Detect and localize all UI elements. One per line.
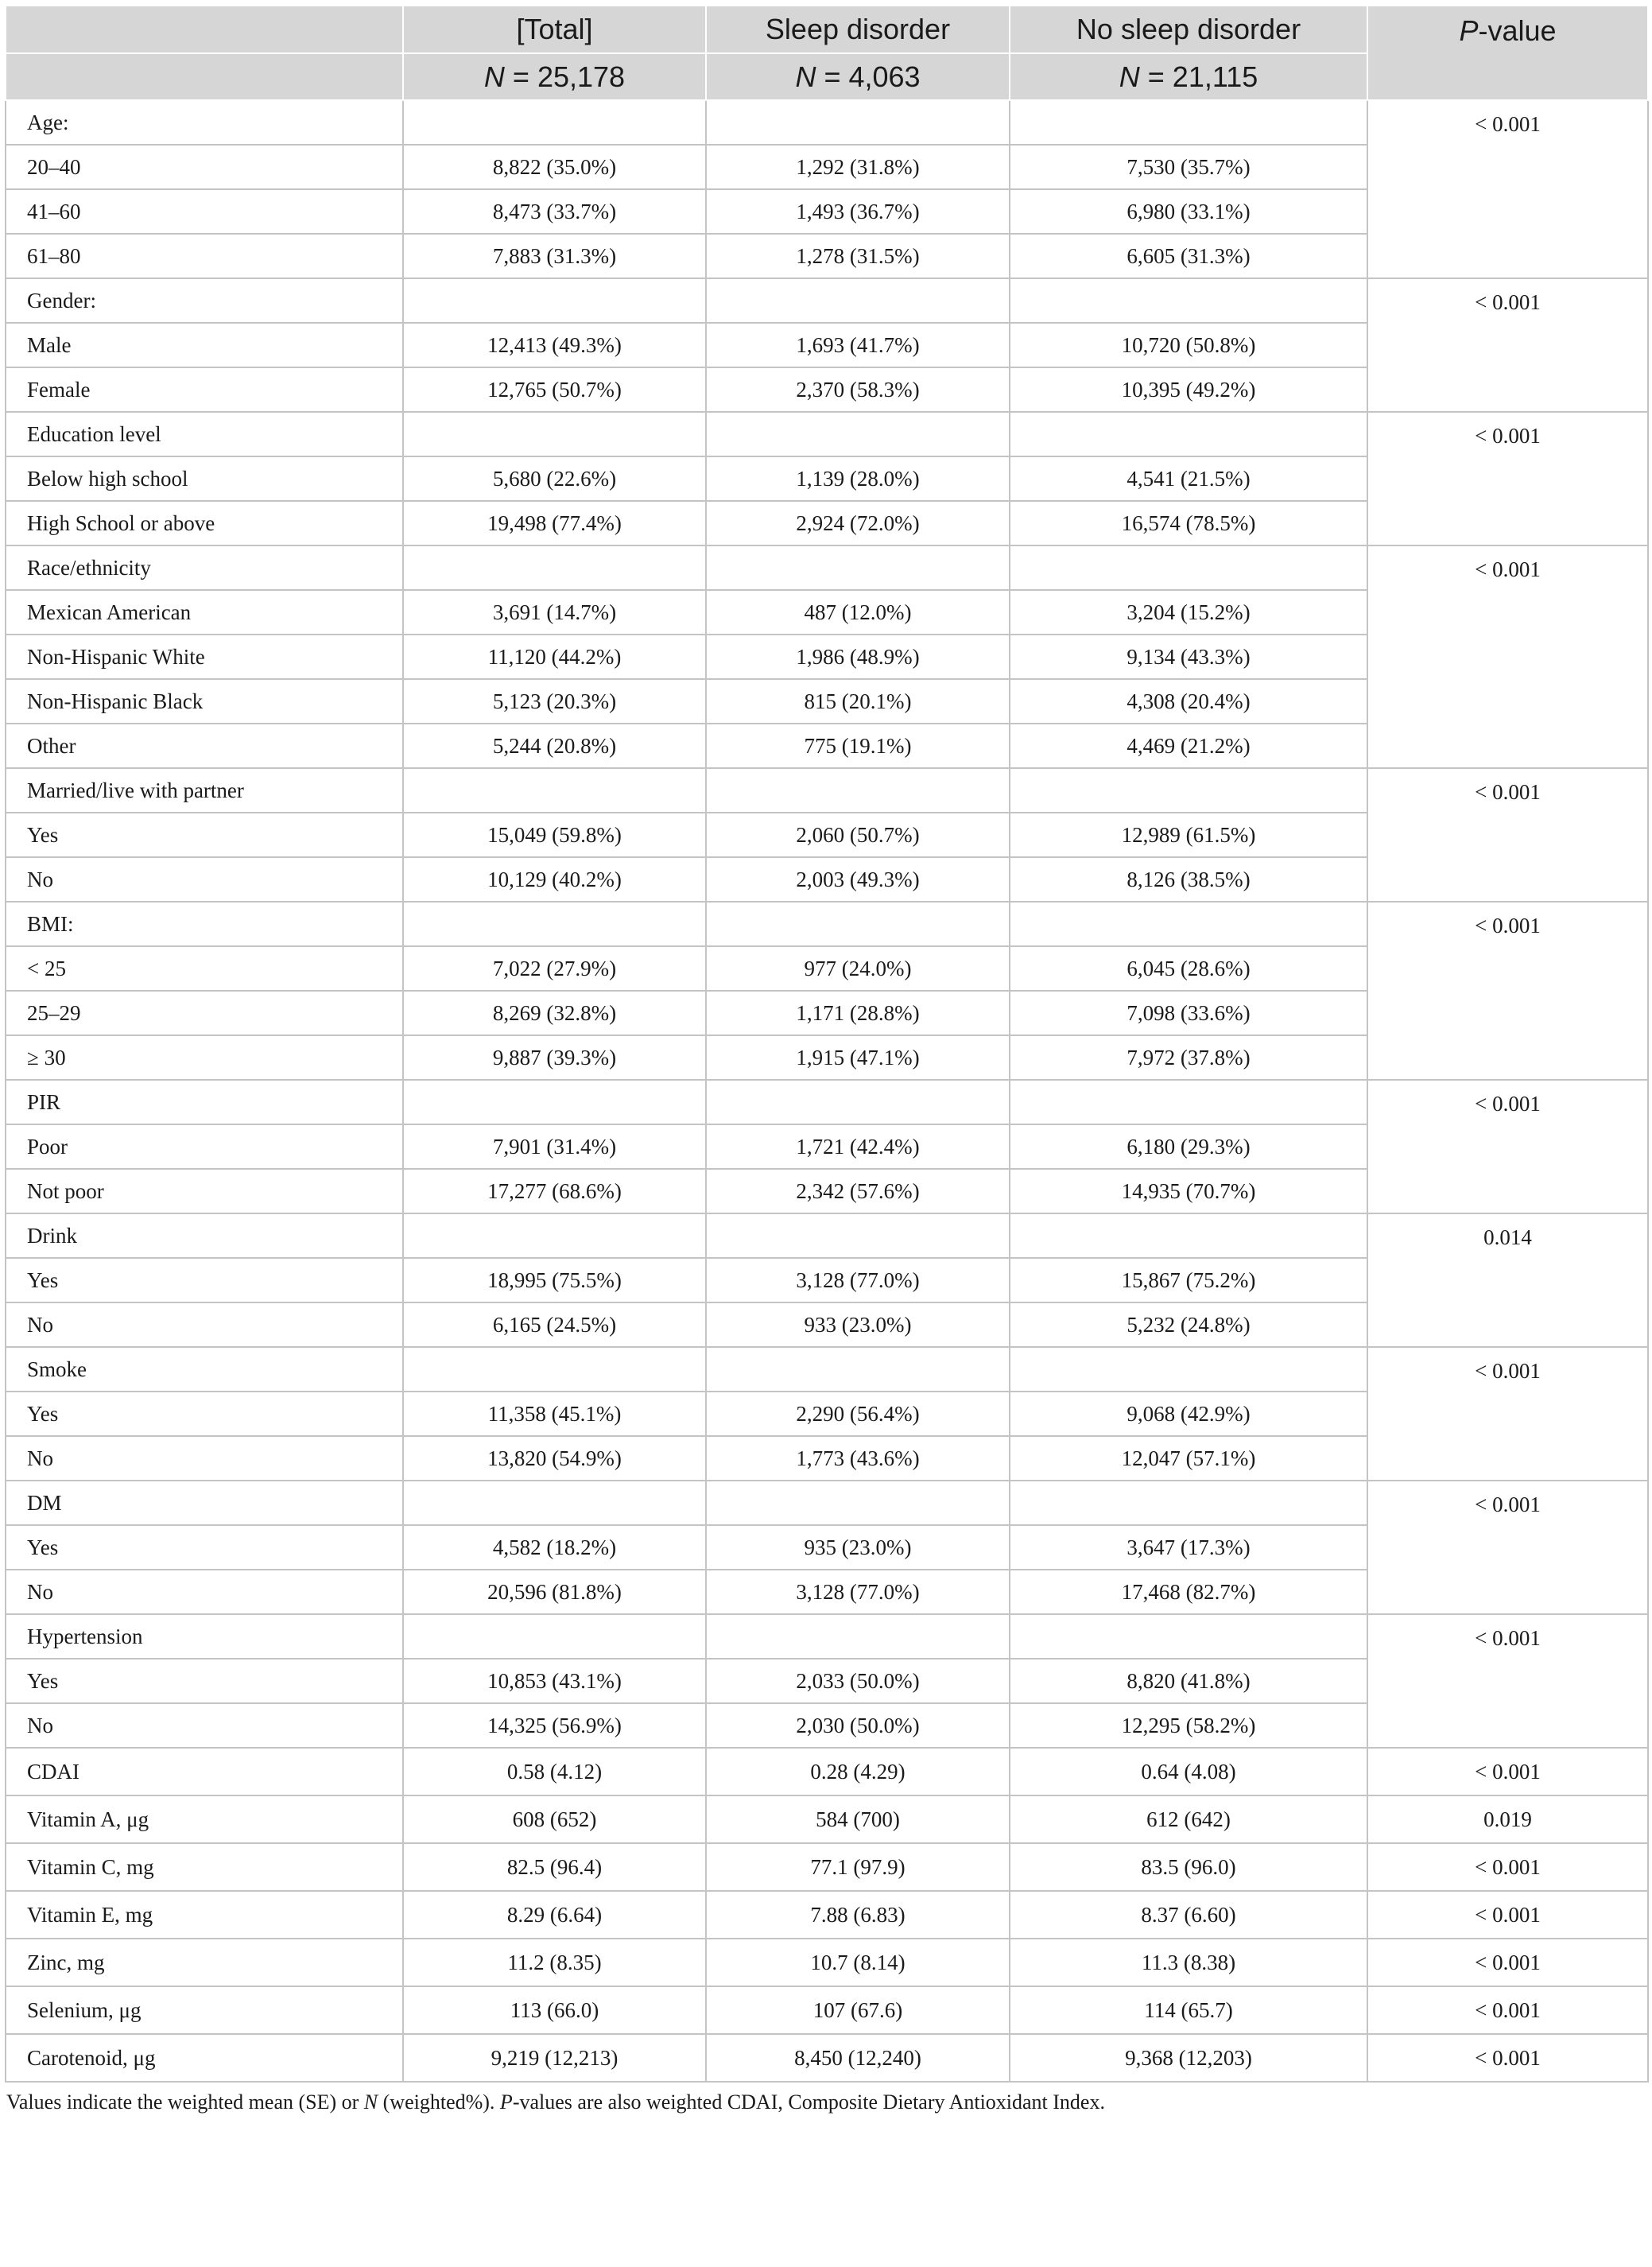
- empty-cell: [403, 100, 706, 145]
- n-value: = 25,178: [504, 60, 626, 93]
- table-row-group-header: [6, 1347, 1648, 1392]
- sleep-disorder-value: 1,493 (36.7%): [706, 189, 1010, 234]
- p-value-cell: < 0.001: [1367, 412, 1648, 545]
- sleep-disorder-value: 0.28 (4.29): [706, 1748, 1010, 1795]
- empty-cell: [706, 1347, 1010, 1392]
- empty-cell: [403, 278, 706, 323]
- row-label: 25–29: [6, 991, 403, 1035]
- empty-cell: [1010, 902, 1367, 946]
- group-label: PIR: [6, 1080, 403, 1124]
- header-p-rest: -value: [1478, 14, 1557, 47]
- total-value: 0.58 (4.12): [403, 1748, 706, 1795]
- total-value: 15,049 (59.8%): [403, 813, 706, 857]
- no-sleep-disorder-value: 8,820 (41.8%): [1010, 1659, 1367, 1703]
- no-sleep-disorder-value: 15,867 (75.2%): [1010, 1258, 1367, 1302]
- table-row-group-header: [6, 902, 1648, 946]
- p-value-cell: < 0.001: [1367, 545, 1648, 768]
- no-sleep-disorder-value: 0.64 (4.08): [1010, 1748, 1367, 1795]
- no-sleep-disorder-value: 612 (642): [1010, 1795, 1367, 1843]
- row-label: < 25: [6, 946, 403, 991]
- sleep-disorder-value: 1,915 (47.1%): [706, 1035, 1010, 1080]
- sleep-disorder-value: 2,030 (50.0%): [706, 1703, 1010, 1748]
- footnote-p-italic: P: [499, 2090, 513, 2114]
- no-sleep-disorder-value: 3,647 (17.3%): [1010, 1525, 1367, 1570]
- empty-cell: [706, 100, 1010, 145]
- sleep-disorder-value: 977 (24.0%): [706, 946, 1010, 991]
- table-row-continuous: [6, 1795, 1648, 1843]
- total-value: 8,269 (32.8%): [403, 991, 706, 1035]
- footnote-part3: -values are also weighted CDAI, Composite Dietary Antioxidant Index.: [512, 2090, 1105, 2114]
- empty-cell: [706, 545, 1010, 590]
- empty-cell: [403, 1614, 706, 1659]
- total-value: 11.2 (8.35): [403, 1939, 706, 1986]
- p-value-cell: < 0.001: [1367, 2034, 1648, 2082]
- sleep-disorder-value: 935 (23.0%): [706, 1525, 1010, 1570]
- empty-cell: [706, 1614, 1010, 1659]
- total-value: 13,820 (54.9%): [403, 1436, 706, 1481]
- group-label: Education level: [6, 412, 403, 456]
- table-row-group-header: [6, 768, 1648, 813]
- header-p-value: [1367, 6, 1648, 100]
- row-label: CDAI: [6, 1748, 403, 1795]
- total-value: 113 (66.0): [403, 1986, 706, 2034]
- total-value: 4,582 (18.2%): [403, 1525, 706, 1570]
- header-total: [Total]: [403, 6, 706, 53]
- no-sleep-disorder-value: 9,368 (12,203): [1010, 2034, 1367, 2082]
- total-value: 9,887 (39.3%): [403, 1035, 706, 1080]
- no-sleep-disorder-value: 6,980 (33.1%): [1010, 189, 1367, 234]
- total-value: 608 (652): [403, 1795, 706, 1843]
- sleep-disorder-value: 2,033 (50.0%): [706, 1659, 1010, 1703]
- group-label: Married/live with partner: [6, 768, 403, 813]
- no-sleep-disorder-value: 14,935 (70.7%): [1010, 1169, 1367, 1213]
- no-sleep-disorder-value: 10,395 (49.2%): [1010, 367, 1367, 412]
- table-row-group-header: [6, 278, 1648, 323]
- baseline-characteristics-table: [5, 5, 1649, 2083]
- empty-cell: [1010, 545, 1367, 590]
- sleep-disorder-value: 584 (700): [706, 1795, 1010, 1843]
- table-row-group-header: [6, 1614, 1648, 1659]
- row-label: Below high school: [6, 456, 403, 501]
- empty-cell: [403, 768, 706, 813]
- sleep-disorder-value: 7.88 (6.83): [706, 1891, 1010, 1939]
- no-sleep-disorder-value: 12,989 (61.5%): [1010, 813, 1367, 857]
- no-sleep-disorder-value: 6,605 (31.3%): [1010, 234, 1367, 278]
- table-footnote: [5, 2090, 1647, 2114]
- row-label: Zinc, mg: [6, 1939, 403, 1986]
- group-label: Race/ethnicity: [6, 545, 403, 590]
- table-header: [6, 6, 1648, 100]
- table-row-continuous: [6, 1748, 1648, 1795]
- empty-cell: [403, 1347, 706, 1392]
- total-value: 7,883 (31.3%): [403, 234, 706, 278]
- no-sleep-disorder-value: 8.37 (6.60): [1010, 1891, 1367, 1939]
- row-label: Yes: [6, 1258, 403, 1302]
- total-value: 11,120 (44.2%): [403, 635, 706, 679]
- group-label: Drink: [6, 1213, 403, 1258]
- total-value: 19,498 (77.4%): [403, 501, 706, 545]
- p-value-cell: 0.014: [1367, 1213, 1648, 1347]
- total-value: 17,277 (68.6%): [403, 1169, 706, 1213]
- empty-cell: [1010, 1347, 1367, 1392]
- total-value: 8,822 (35.0%): [403, 145, 706, 189]
- total-value: 10,853 (43.1%): [403, 1659, 706, 1703]
- table-row-group-header: [6, 1481, 1648, 1525]
- sleep-disorder-value: 1,693 (41.7%): [706, 323, 1010, 367]
- empty-cell: [403, 902, 706, 946]
- no-sleep-disorder-value: 114 (65.7): [1010, 1986, 1367, 2034]
- row-label: Yes: [6, 813, 403, 857]
- no-sleep-disorder-value: 3,204 (15.2%): [1010, 590, 1367, 635]
- row-label: 41–60: [6, 189, 403, 234]
- p-value-cell: < 0.001: [1367, 1347, 1648, 1481]
- sleep-disorder-value: 1,986 (48.9%): [706, 635, 1010, 679]
- header-sleep-n: [706, 53, 1010, 100]
- n-italic: N: [1119, 60, 1140, 93]
- total-value: 7,022 (27.9%): [403, 946, 706, 991]
- sleep-disorder-value: 8,450 (12,240): [706, 2034, 1010, 2082]
- row-label: Yes: [6, 1659, 403, 1703]
- sleep-disorder-value: 2,060 (50.7%): [706, 813, 1010, 857]
- table-row-group-header: [6, 1213, 1648, 1258]
- empty-cell: [403, 412, 706, 456]
- total-value: 14,325 (56.9%): [403, 1703, 706, 1748]
- table-row-group-header: [6, 412, 1648, 456]
- total-value: 8,473 (33.7%): [403, 189, 706, 234]
- p-value-cell: < 0.001: [1367, 1614, 1648, 1748]
- table-row-group-header: [6, 1080, 1648, 1124]
- p-value-cell: < 0.001: [1367, 1481, 1648, 1614]
- no-sleep-disorder-value: 4,469 (21.2%): [1010, 724, 1367, 768]
- p-value-cell: < 0.001: [1367, 278, 1648, 412]
- table-body: [6, 100, 1648, 2082]
- row-label: Yes: [6, 1525, 403, 1570]
- total-value: 12,765 (50.7%): [403, 367, 706, 412]
- no-sleep-disorder-value: 9,134 (43.3%): [1010, 635, 1367, 679]
- sleep-disorder-value: 3,128 (77.0%): [706, 1570, 1010, 1614]
- p-value-cell: < 0.001: [1367, 902, 1648, 1080]
- footnote-n-italic: N: [363, 2090, 378, 2114]
- total-value: 20,596 (81.8%): [403, 1570, 706, 1614]
- row-label: Other: [6, 724, 403, 768]
- p-value-cell: < 0.001: [1367, 1748, 1648, 1795]
- row-label: Vitamin A, μg: [6, 1795, 403, 1843]
- header-nosleep-n: [1010, 53, 1367, 100]
- no-sleep-disorder-value: 8,126 (38.5%): [1010, 857, 1367, 902]
- total-value: 5,123 (20.3%): [403, 679, 706, 724]
- sleep-disorder-value: 2,003 (49.3%): [706, 857, 1010, 902]
- row-label: ≥ 30: [6, 1035, 403, 1080]
- sleep-disorder-value: 10.7 (8.14): [706, 1939, 1010, 1986]
- row-label: No: [6, 857, 403, 902]
- table-row-continuous: [6, 1986, 1648, 2034]
- sleep-disorder-value: 1,292 (31.8%): [706, 145, 1010, 189]
- no-sleep-disorder-value: 7,530 (35.7%): [1010, 145, 1367, 189]
- footnote-part2: (weighted%).: [378, 2090, 500, 2114]
- empty-cell: [1010, 1213, 1367, 1258]
- total-value: 11,358 (45.1%): [403, 1392, 706, 1436]
- empty-cell: [1010, 278, 1367, 323]
- sleep-disorder-value: 1,721 (42.4%): [706, 1124, 1010, 1169]
- p-value-cell: < 0.001: [1367, 1843, 1648, 1891]
- no-sleep-disorder-value: 17,468 (82.7%): [1010, 1570, 1367, 1614]
- no-sleep-disorder-value: 83.5 (96.0): [1010, 1843, 1367, 1891]
- total-value: 3,691 (14.7%): [403, 590, 706, 635]
- sleep-disorder-value: 775 (19.1%): [706, 724, 1010, 768]
- sleep-disorder-value: 487 (12.0%): [706, 590, 1010, 635]
- sleep-disorder-value: 1,139 (28.0%): [706, 456, 1010, 501]
- no-sleep-disorder-value: 9,068 (42.9%): [1010, 1392, 1367, 1436]
- total-value: 8.29 (6.64): [403, 1891, 706, 1939]
- footnote-part1: Values indicate the weighted mean (SE) or: [6, 2090, 364, 2114]
- p-value-cell: < 0.001: [1367, 1080, 1648, 1213]
- empty-cell: [706, 1080, 1010, 1124]
- no-sleep-disorder-value: 4,541 (21.5%): [1010, 456, 1367, 501]
- group-label: Gender:: [6, 278, 403, 323]
- total-value: 5,244 (20.8%): [403, 724, 706, 768]
- header-blank-cell-2: [6, 53, 403, 100]
- n-italic: N: [483, 60, 505, 93]
- row-label: Vitamin E, mg: [6, 1891, 403, 1939]
- no-sleep-disorder-value: 6,180 (29.3%): [1010, 1124, 1367, 1169]
- sleep-disorder-value: 1,278 (31.5%): [706, 234, 1010, 278]
- row-label: Yes: [6, 1392, 403, 1436]
- row-label: 20–40: [6, 145, 403, 189]
- sleep-disorder-value: 2,924 (72.0%): [706, 501, 1010, 545]
- empty-cell: [403, 545, 706, 590]
- row-label: No: [6, 1703, 403, 1748]
- table-row-group-header: [6, 545, 1648, 590]
- total-value: 18,995 (75.5%): [403, 1258, 706, 1302]
- table-row-continuous: [6, 1843, 1648, 1891]
- sleep-disorder-value: 77.1 (97.9): [706, 1843, 1010, 1891]
- header-total-n: [403, 53, 706, 100]
- no-sleep-disorder-value: 4,308 (20.4%): [1010, 679, 1367, 724]
- total-value: 12,413 (49.3%): [403, 323, 706, 367]
- row-label: Female: [6, 367, 403, 412]
- no-sleep-disorder-value: 10,720 (50.8%): [1010, 323, 1367, 367]
- row-label: Non-Hispanic Black: [6, 679, 403, 724]
- sleep-disorder-value: 1,171 (28.8%): [706, 991, 1010, 1035]
- n-italic: N: [795, 60, 816, 93]
- no-sleep-disorder-value: 12,047 (57.1%): [1010, 1436, 1367, 1481]
- total-value: 10,129 (40.2%): [403, 857, 706, 902]
- row-label: Male: [6, 323, 403, 367]
- sleep-disorder-value: 2,370 (58.3%): [706, 367, 1010, 412]
- n-value: = 21,115: [1139, 60, 1258, 93]
- p-value-cell: < 0.001: [1367, 1986, 1648, 2034]
- empty-cell: [403, 1213, 706, 1258]
- table-container: [5, 5, 1647, 2114]
- no-sleep-disorder-value: 5,232 (24.8%): [1010, 1302, 1367, 1347]
- row-label: Carotenoid, μg: [6, 2034, 403, 2082]
- group-label: Age:: [6, 100, 403, 145]
- no-sleep-disorder-value: 11.3 (8.38): [1010, 1939, 1367, 1986]
- row-label: Poor: [6, 1124, 403, 1169]
- empty-cell: [706, 278, 1010, 323]
- sleep-disorder-value: 107 (67.6): [706, 1986, 1010, 2034]
- empty-cell: [1010, 1080, 1367, 1124]
- total-value: 7,901 (31.4%): [403, 1124, 706, 1169]
- total-value: 5,680 (22.6%): [403, 456, 706, 501]
- sleep-disorder-value: 2,342 (57.6%): [706, 1169, 1010, 1213]
- group-label: DM: [6, 1481, 403, 1525]
- p-value-cell: < 0.001: [1367, 100, 1648, 278]
- empty-cell: [403, 1080, 706, 1124]
- group-label: BMI:: [6, 902, 403, 946]
- row-label: No: [6, 1302, 403, 1347]
- row-label: No: [6, 1570, 403, 1614]
- row-label: No: [6, 1436, 403, 1481]
- group-label: Smoke: [6, 1347, 403, 1392]
- table-row-continuous: [6, 1939, 1648, 1986]
- table-row-group-header: [6, 100, 1648, 145]
- sleep-disorder-value: 3,128 (77.0%): [706, 1258, 1010, 1302]
- header-p-italic: P: [1459, 14, 1479, 47]
- table-row-continuous: [6, 1891, 1648, 1939]
- sleep-disorder-value: 933 (23.0%): [706, 1302, 1010, 1347]
- empty-cell: [706, 768, 1010, 813]
- sleep-disorder-value: 2,290 (56.4%): [706, 1392, 1010, 1436]
- no-sleep-disorder-value: 7,098 (33.6%): [1010, 991, 1367, 1035]
- empty-cell: [706, 902, 1010, 946]
- header-no-sleep-disorder: No sleep disorder: [1010, 6, 1367, 53]
- row-label: High School or above: [6, 501, 403, 545]
- empty-cell: [1010, 1481, 1367, 1525]
- empty-cell: [706, 1213, 1010, 1258]
- sleep-disorder-value: 815 (20.1%): [706, 679, 1010, 724]
- no-sleep-disorder-value: 16,574 (78.5%): [1010, 501, 1367, 545]
- p-value-cell: < 0.001: [1367, 1939, 1648, 1986]
- empty-cell: [1010, 1614, 1367, 1659]
- p-value-cell: 0.019: [1367, 1795, 1648, 1843]
- row-label: Selenium, μg: [6, 1986, 403, 2034]
- empty-cell: [403, 1481, 706, 1525]
- row-label: Vitamin C, mg: [6, 1843, 403, 1891]
- empty-cell: [1010, 768, 1367, 813]
- n-value: = 4,063: [816, 60, 921, 93]
- total-value: 9,219 (12,213): [403, 2034, 706, 2082]
- no-sleep-disorder-value: 12,295 (58.2%): [1010, 1703, 1367, 1748]
- empty-cell: [706, 412, 1010, 456]
- header-sleep-disorder: Sleep disorder: [706, 6, 1010, 53]
- p-value-cell: < 0.001: [1367, 768, 1648, 902]
- table-row-continuous: [6, 2034, 1648, 2082]
- sleep-disorder-value: 1,773 (43.6%): [706, 1436, 1010, 1481]
- empty-cell: [1010, 100, 1367, 145]
- total-value: 6,165 (24.5%): [403, 1302, 706, 1347]
- no-sleep-disorder-value: 7,972 (37.8%): [1010, 1035, 1367, 1080]
- total-value: 82.5 (96.4): [403, 1843, 706, 1891]
- group-label: Hypertension: [6, 1614, 403, 1659]
- no-sleep-disorder-value: 6,045 (28.6%): [1010, 946, 1367, 991]
- empty-cell: [1010, 412, 1367, 456]
- header-blank-cell: [6, 6, 403, 53]
- row-label: Not poor: [6, 1169, 403, 1213]
- empty-cell: [706, 1481, 1010, 1525]
- row-label: 61–80: [6, 234, 403, 278]
- row-label: Non-Hispanic White: [6, 635, 403, 679]
- row-label: Mexican American: [6, 590, 403, 635]
- p-value-cell: < 0.001: [1367, 1891, 1648, 1939]
